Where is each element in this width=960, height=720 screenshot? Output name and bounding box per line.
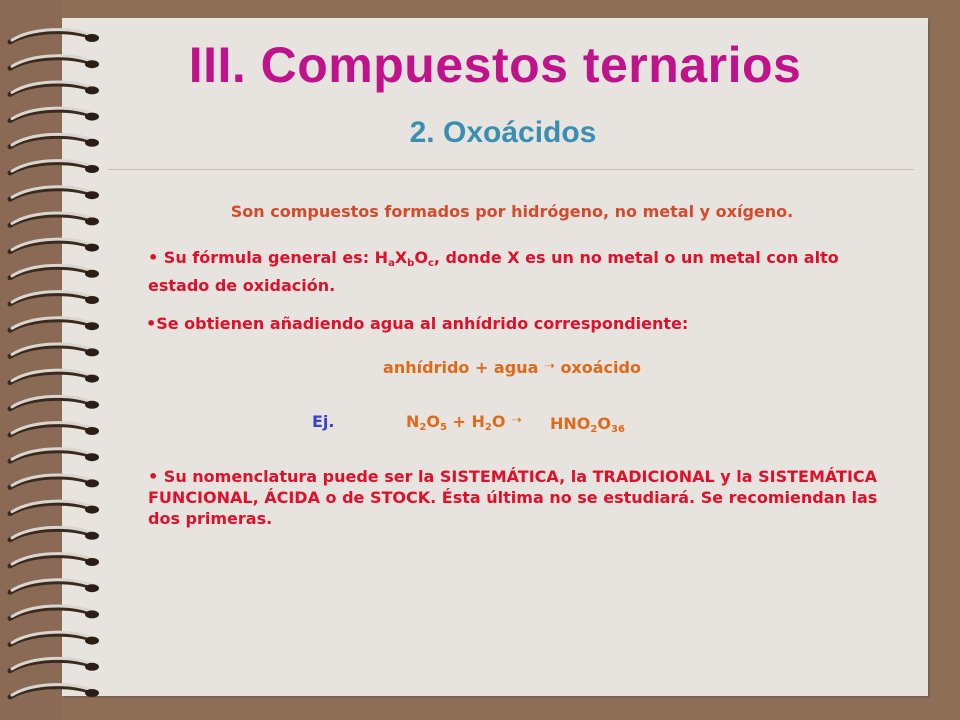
- reaction-line: [62, 358, 960, 377]
- slide-subtitle: 2. Oxoácidos: [409, 116, 597, 149]
- reaction-product: oxoácido: [560, 358, 641, 377]
- binder-ring: [10, 344, 99, 356]
- arrow-icon: ➝: [511, 413, 522, 428]
- binder-ring: [10, 161, 99, 173]
- eq-n: N: [406, 412, 420, 431]
- formula-o: O: [414, 248, 428, 267]
- eq-plus-h: + H: [452, 412, 485, 431]
- sub-a: a: [388, 258, 395, 269]
- product-hno: HNO: [550, 414, 591, 433]
- binder-ring: [10, 449, 99, 461]
- slide-title: III. Compuestos ternarios: [188, 37, 802, 93]
- sub-b: b: [407, 258, 415, 269]
- binder-ring: [10, 396, 99, 408]
- eq-o2: O: [491, 412, 506, 431]
- example-label: Ej.: [312, 412, 335, 431]
- binder-ring: [10, 685, 99, 697]
- binder-ring: [10, 606, 99, 618]
- binder-ring: [10, 475, 99, 487]
- reaction-text: anhídrido + agua: [383, 358, 539, 377]
- arrow-icon: ➝: [543, 359, 555, 374]
- binder-ring: [10, 632, 99, 644]
- intro-text: Son compuestos formados por hidrógeno, no metal y oxígeno.: [230, 202, 794, 221]
- example-product: [550, 414, 625, 435]
- product-o: O: [597, 414, 611, 433]
- formula-prefix: Su fórmula general es: H: [163, 248, 389, 267]
- obtain-text: Se obtienen añadiendo agua al anhídrido correspondiente:: [156, 314, 689, 333]
- binder-ring: [10, 239, 99, 251]
- bullet-obtain: •Se obtienen añadiendo agua al anhídrido correspondiente:: [146, 314, 689, 333]
- bullet-formula: • Su fórmula general es: $H_aX_bO_c$, donde X es un no metal o un metal con alto estado de oxidación.: [148, 248, 839, 295]
- eq-h-sub: 2: [484, 422, 492, 433]
- sub-c: c: [427, 258, 434, 269]
- bullet-nomenclature: • Su nomenclatura puede ser la SISTEMÁTICA, la TRADICIONAL y la SISTEMÁTICA FUNCIONAL, ÁCIDA o de STOCK. Ésta última no se estudiará. Se recomiendan las dos primeras.: [148, 467, 878, 528]
- eq-n-sub: 2: [419, 422, 427, 433]
- nomenclature-text: Su nomenclatura puede ser la SISTEMÁTICA, la TRADICIONAL y la SISTEMÁTICA FUNCIONAL, ÁCIDA o de STOCK. Ésta última no se estudiará. Se recomiendan las dos primeras.: [148, 467, 878, 528]
- product-sub-c: 6: [617, 424, 625, 435]
- divider-line: [108, 169, 914, 170]
- eq-o-sub: 5: [439, 422, 447, 433]
- formula-suffix: , donde X es un no metal o un metal con alto estado de oxidación.: [148, 248, 839, 295]
- product-sub-b: 3: [610, 424, 618, 435]
- binder-ring: [10, 554, 99, 566]
- binder-ring: [10, 265, 99, 277]
- binder-ring: [10, 527, 99, 539]
- binder-ring: [10, 501, 99, 513]
- eq-o: O: [426, 412, 440, 431]
- binder-ring: [10, 187, 99, 199]
- product-sub-a: 2: [590, 424, 598, 435]
- binder-ring: [10, 292, 99, 304]
- binder-ring: [10, 423, 99, 435]
- binder-ring: [10, 658, 99, 670]
- example-equation: [406, 412, 522, 433]
- binder-ring: [10, 318, 99, 330]
- formula-x: X: [394, 248, 408, 267]
- binder-ring: [10, 580, 99, 592]
